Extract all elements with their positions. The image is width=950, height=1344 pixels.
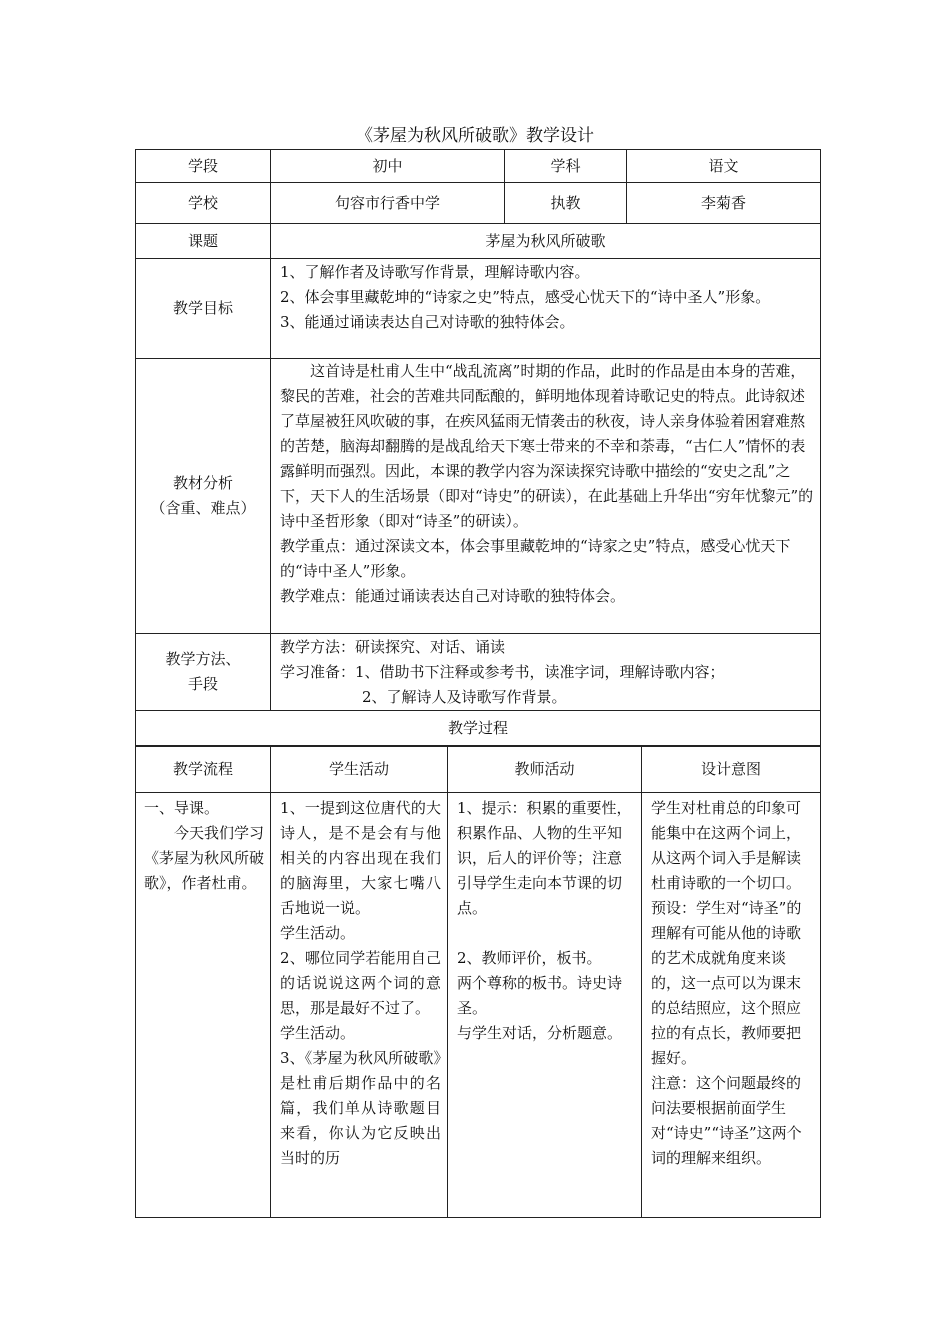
col-header-student: 学生活动 — [271, 747, 448, 793]
info-table — [135, 149, 821, 746]
analysis-label-line2: （含重、难点） — [150, 499, 256, 517]
topic-value: 茅屋为秋风所破歌 — [271, 224, 821, 259]
teacher-item: 两个尊称的板书。诗史诗圣。 — [457, 974, 623, 1017]
intent-item: 注意：这个问题最终的问法要根据前面学生对“诗史”“诗圣”这两个词的理解来组织。 — [651, 1074, 802, 1167]
teacher-value: 李菊香 — [627, 183, 821, 224]
key-point: 教学重点：通过深读文本，体会事里藏乾坤的“诗家之史”特点，感受心忧天下的“诗中圣人”形象。 — [280, 537, 791, 580]
methods-label-line2: 手段 — [187, 675, 218, 693]
analysis-cell — [271, 359, 821, 634]
analysis-label — [136, 359, 271, 634]
flow-title: 一、导课。 — [144, 799, 220, 817]
teacher-label: 执教 — [505, 183, 627, 224]
analysis-paragraph: 这首诗是杜甫人生中“战乱流离”时期的作品，此时的作品是由本身的苦难，黎民的苦难，社会的苦难共同酝酿的，鲜明地体现着诗歌记史的特点。此诗叙述了草屋被狂风吹破的事，在疾风猛雨无情袭击的秋夜，诗人亲身体验着困窘难熬的苦楚，脑海却翻腾的是战乱给天下寒士带来的不幸和荼毒，“古仁人”情怀的表露鲜明而强烈。因此，本课的教学内容为深读探究诗歌中描绘的“安史之乱”之下，天下人的生活场景（即对“诗史”的研读），在此基础上升华出“穷年忧黎元”的诗中圣哲形象（即对“诗圣”的研读）。 — [280, 362, 814, 530]
intent-item: 预设：学生对“诗圣”的理解有可能从他的诗歌的艺术成就角度来谈的，这一点可以为课末的总结照应，这个照应拉的有点长，教师要把握好。 — [651, 899, 802, 1067]
topic-label: 课题 — [136, 224, 271, 259]
intent-item: 学生对杜甫总的印象可能集中在这两个词上，从这两个词入手是解读杜甫诗歌的一个切口。 — [651, 799, 802, 892]
goals-label: 教学目标 — [136, 259, 271, 359]
methods-label — [136, 634, 271, 711]
flow-body: 今天我们学习《茅屋为秋风所破歌》，作者杜甫。 — [144, 824, 265, 892]
teacher-spacer — [457, 921, 635, 946]
student-item: 3、《茅屋为秋风所破歌》是杜甫后期作品中的名篇，我们单从诗歌题目来看，你认为它反映出当时的历 — [280, 1049, 441, 1167]
col-header-teacher: 教师活动 — [448, 747, 642, 793]
teacher-item: 2、教师评价，板书。 — [457, 949, 602, 967]
process-heading: 教学过程 — [136, 711, 821, 746]
stage-label: 学段 — [136, 150, 271, 183]
subject-value: 语文 — [627, 150, 821, 183]
intent-cell — [642, 793, 821, 1218]
student-item: 2、哪位同学若能用自己的话说说这两个词的意思，那是最好不过了。 — [280, 949, 441, 1017]
teacher-item: 1、提示：积累的重要性，积累作品、人物的生平知识，后人的评价等；注意引导学生走向本节课的切点。 — [457, 799, 632, 917]
process-table — [135, 746, 821, 1218]
student-cell — [271, 793, 448, 1218]
school-value: 句容市行香中学 — [271, 183, 505, 224]
flow-cell — [136, 793, 271, 1218]
teacher-item: 与学生对话，分析题意。 — [457, 1024, 623, 1042]
student-item: 学生活动。 — [280, 924, 356, 942]
methods-cell — [271, 634, 821, 711]
analysis-label-line1: 教材分析 — [172, 474, 233, 492]
goals-cell — [271, 259, 821, 359]
school-label: 学校 — [136, 183, 271, 224]
stage-value: 初中 — [271, 150, 505, 183]
student-item: 1、一提到这位唐代的大诗人，是不是会有与他相关的内容出现在我们的脑海里，大家七嘴八舌地说一说。 — [280, 799, 441, 917]
prep-text-2: 2、了解诗人及诗歌写作背景。 — [362, 688, 567, 706]
difficulty-point: 教学难点：能通过诵读表达自己对诗歌的独特体会。 — [280, 587, 626, 605]
goal-item: 2、体会事里藏乾坤的“诗家之史”特点，感受心忧天下的“诗中圣人”形象。 — [280, 288, 771, 306]
student-item: 学生活动。 — [280, 1024, 356, 1042]
goal-item: 3、能通过诵读表达自己对诗歌的独特体会。 — [280, 313, 575, 331]
col-header-flow: 教学流程 — [136, 747, 271, 793]
goal-item: 1、了解作者及诗歌写作背景，理解诗歌内容。 — [280, 263, 590, 281]
col-header-intent: 设计意图 — [642, 747, 821, 793]
subject-label: 学科 — [505, 150, 627, 183]
page-title: 《茅屋为秋风所破歌》教学设计 — [356, 126, 594, 146]
methods-label-line1: 教学方法、 — [165, 650, 241, 668]
method-text: 教学方法：研读探究、对话、诵读 — [280, 638, 506, 656]
teacher-cell — [448, 793, 642, 1218]
prep-text-1: 学习准备：1、借助书下注释或参考书，读准字词，理解诗歌内容； — [280, 663, 725, 681]
